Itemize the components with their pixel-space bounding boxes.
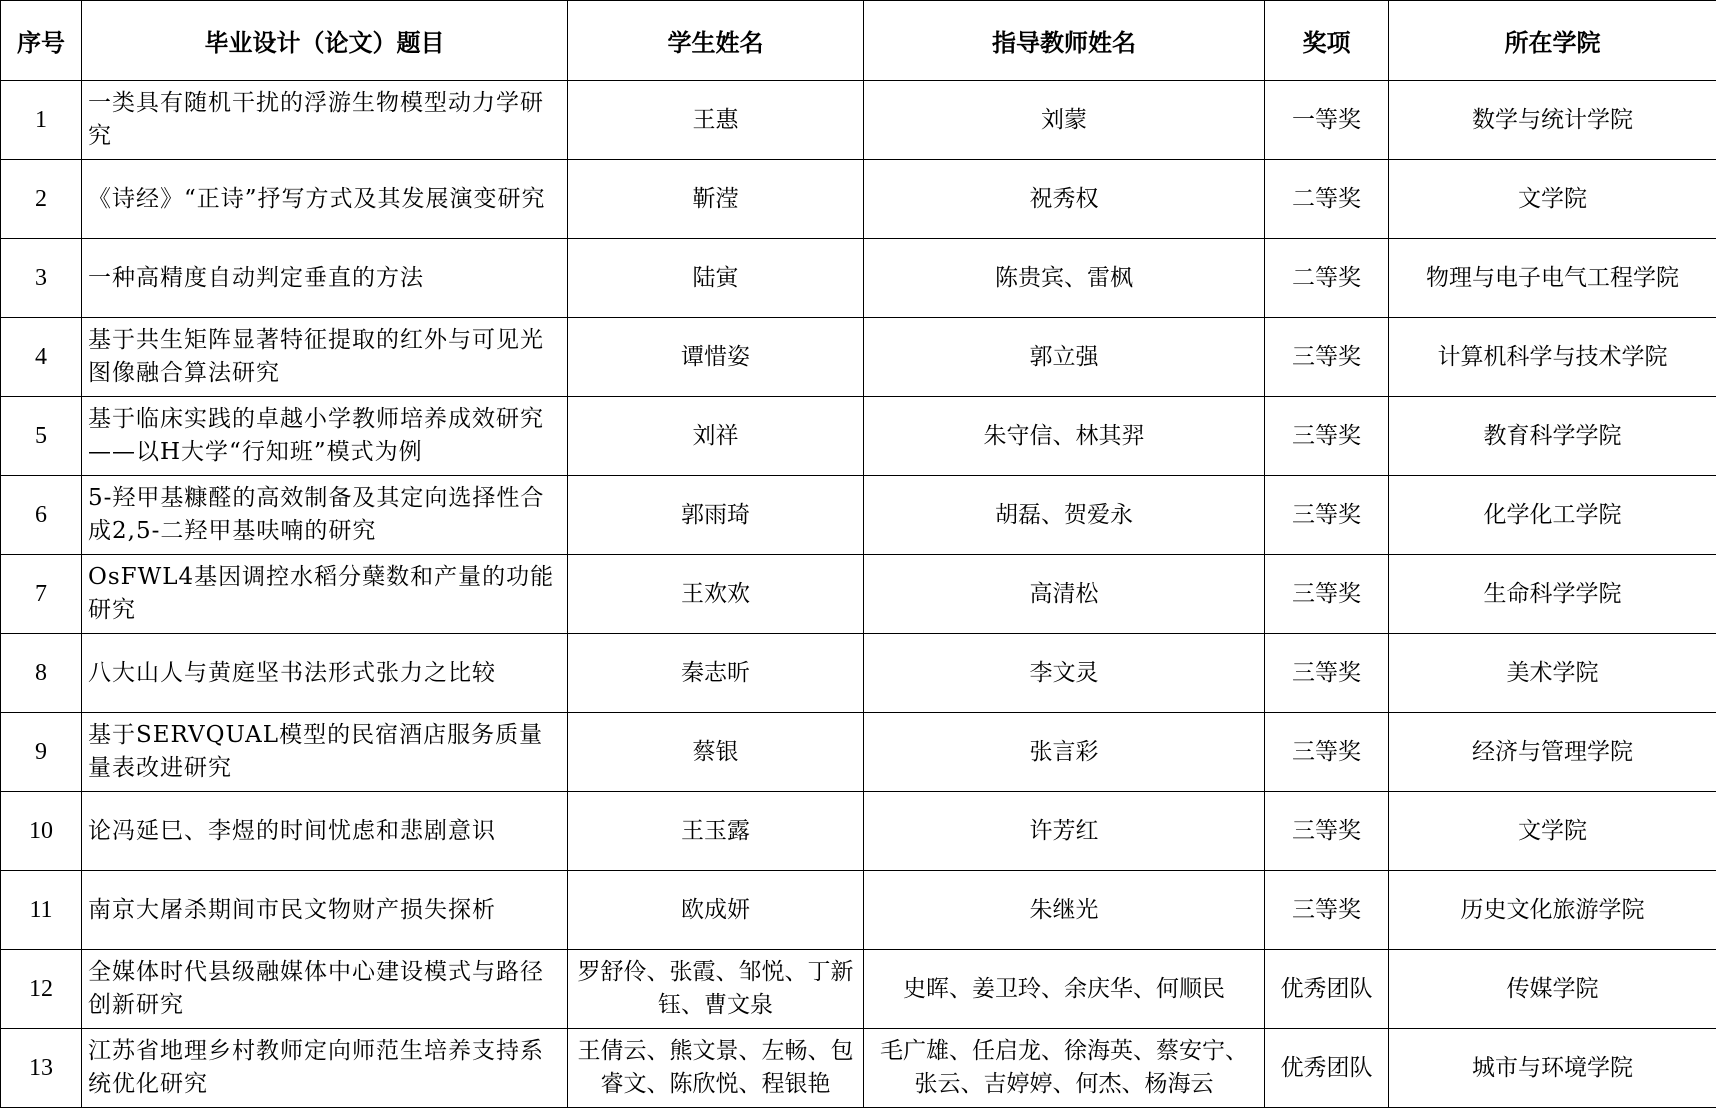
student-names: 王惠 (568, 81, 864, 160)
award: 三等奖 (1265, 871, 1389, 950)
thesis-title: 全媒体时代县级融媒体中心建设模式与路径创新研究 (82, 950, 568, 1029)
advisor-names: 刘蒙 (864, 81, 1265, 160)
advisor-names: 李文灵 (864, 634, 1265, 713)
row-number: 4 (1, 318, 82, 397)
row-number: 11 (1, 871, 82, 950)
row-number: 13 (1, 1029, 82, 1108)
advisor-names: 张言彩 (864, 713, 1265, 792)
student-names: 蔡银 (568, 713, 864, 792)
header-student-name: 学生姓名 (568, 1, 864, 81)
thesis-title: OsFWL4基因调控水稻分蘖数和产量的功能研究 (82, 555, 568, 634)
table-row (1, 318, 1716, 397)
advisor-names: 郭立强 (864, 318, 1265, 397)
student-names: 王倩云、熊文景、左畅、包睿文、陈欣悦、程银艳 (568, 1029, 864, 1108)
award: 三等奖 (1265, 555, 1389, 634)
thesis-title: 基于临床实践的卓越小学教师培养成效研究——以H大学“行知班”模式为例 (82, 397, 568, 476)
thesis-title: 南京大屠杀期间市民文物财产损失探析 (82, 871, 568, 950)
table-row (1, 634, 1716, 713)
table-row (1, 713, 1716, 792)
college: 化学化工学院 (1389, 476, 1716, 555)
advisor-names: 高清松 (864, 555, 1265, 634)
advisor-names: 史晖、姜卫玲、余庆华、何顺民 (864, 950, 1265, 1029)
row-number: 9 (1, 713, 82, 792)
college: 城市与环境学院 (1389, 1029, 1716, 1108)
award: 优秀团队 (1265, 950, 1389, 1029)
college: 经济与管理学院 (1389, 713, 1716, 792)
college: 教育科学学院 (1389, 397, 1716, 476)
thesis-title: 5-羟甲基糠醛的高效制备及其定向选择性合成2,5-二羟甲基呋喃的研究 (82, 476, 568, 555)
college: 物理与电子电气工程学院 (1389, 239, 1716, 318)
row-number: 7 (1, 555, 82, 634)
advisor-names: 胡磊、贺爱永 (864, 476, 1265, 555)
thesis-title: 一种高精度自动判定垂直的方法 (82, 239, 568, 318)
table-row (1, 871, 1716, 950)
college: 文学院 (1389, 792, 1716, 871)
award: 三等奖 (1265, 713, 1389, 792)
table-row (1, 1029, 1716, 1108)
header-college: 所在学院 (1389, 1, 1716, 81)
row-number: 3 (1, 239, 82, 318)
student-names: 罗舒伶、张霞、邹悦、丁新钰、曹文泉 (568, 950, 864, 1029)
table-row (1, 792, 1716, 871)
award: 三等奖 (1265, 397, 1389, 476)
header-serial-number: 序号 (1, 1, 82, 81)
advisor-names: 朱守信、林其羿 (864, 397, 1265, 476)
college: 生命科学学院 (1389, 555, 1716, 634)
header-row (1, 1, 1716, 81)
row-number: 8 (1, 634, 82, 713)
award: 三等奖 (1265, 318, 1389, 397)
thesis-title: 基于SERVQUAL模型的民宿酒店服务质量量表改进研究 (82, 713, 568, 792)
student-names: 秦志昕 (568, 634, 864, 713)
thesis-title: 基于共生矩阵显著特征提取的红外与可见光图像融合算法研究 (82, 318, 568, 397)
advisor-names: 许芳红 (864, 792, 1265, 871)
thesis-title: 一类具有随机干扰的浮游生物模型动力学研究 (82, 81, 568, 160)
table-row (1, 555, 1716, 634)
table-row (1, 950, 1716, 1029)
student-names: 王欢欢 (568, 555, 864, 634)
award: 优秀团队 (1265, 1029, 1389, 1108)
award: 一等奖 (1265, 81, 1389, 160)
advisor-names: 陈贵宾、雷枫 (864, 239, 1265, 318)
college: 历史文化旅游学院 (1389, 871, 1716, 950)
thesis-title: 论冯延巳、李煜的时间忧虑和悲剧意识 (82, 792, 568, 871)
thesis-title: 八大山人与黄庭坚书法形式张力之比较 (82, 634, 568, 713)
row-number: 5 (1, 397, 82, 476)
table-row (1, 476, 1716, 555)
row-number: 12 (1, 950, 82, 1029)
student-names: 谭惜姿 (568, 318, 864, 397)
student-names: 刘祥 (568, 397, 864, 476)
table-row (1, 160, 1716, 239)
row-number: 1 (1, 81, 82, 160)
college: 文学院 (1389, 160, 1716, 239)
row-number: 2 (1, 160, 82, 239)
student-names: 陆寅 (568, 239, 864, 318)
header-advisor-name: 指导教师姓名 (864, 1, 1265, 81)
advisor-names: 朱继光 (864, 871, 1265, 950)
student-names: 靳滢 (568, 160, 864, 239)
advisor-names: 祝秀权 (864, 160, 1265, 239)
header-award: 奖项 (1265, 1, 1389, 81)
table-row (1, 397, 1716, 476)
row-number: 6 (1, 476, 82, 555)
student-names: 郭雨琦 (568, 476, 864, 555)
award: 二等奖 (1265, 239, 1389, 318)
college: 计算机科学与技术学院 (1389, 318, 1716, 397)
award: 三等奖 (1265, 634, 1389, 713)
row-number: 10 (1, 792, 82, 871)
header-thesis-title: 毕业设计（论文）题目 (82, 1, 568, 81)
table-row (1, 81, 1716, 160)
college: 传媒学院 (1389, 950, 1716, 1029)
thesis-title: 江苏省地理乡村教师定向师范生培养支持系统优化研究 (82, 1029, 568, 1108)
award: 三等奖 (1265, 792, 1389, 871)
thesis-title: 《诗经》“正诗”抒写方式及其发展演变研究 (82, 160, 568, 239)
college: 美术学院 (1389, 634, 1716, 713)
table-row (1, 239, 1716, 318)
advisor-names: 毛广雄、任启龙、徐海英、蔡安宁、张云、吉婷婷、何杰、杨海云 (864, 1029, 1265, 1108)
award: 三等奖 (1265, 476, 1389, 555)
award: 二等奖 (1265, 160, 1389, 239)
student-names: 欧成妍 (568, 871, 864, 950)
college: 数学与统计学院 (1389, 81, 1716, 160)
student-names: 王玉露 (568, 792, 864, 871)
